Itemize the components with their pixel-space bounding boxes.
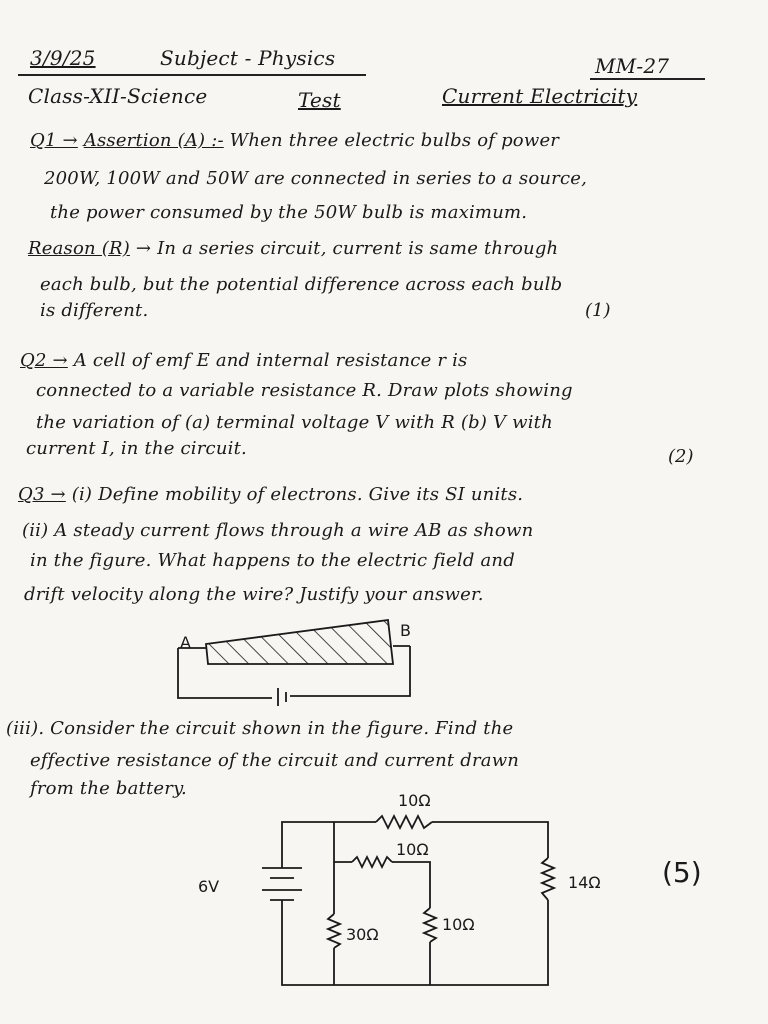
- q1-reason-line3: is different.: [40, 300, 149, 321]
- q1-line3: the power consumed by the 50W bulb is maximum.: [50, 202, 528, 223]
- class-label: Class-XII-Science: [28, 84, 208, 108]
- q3-number: Q3 →: [18, 484, 66, 505]
- topic-title: Current Electricity: [442, 84, 638, 108]
- q3-part2-line2: in the figure. What happens to the electric field and: [30, 550, 515, 571]
- q3-part3-line3: from the battery.: [30, 778, 187, 799]
- label-r-middle: 10Ω: [442, 915, 475, 934]
- q2-line4: current I, in the circuit.: [26, 438, 247, 459]
- wire-inner-right: [392, 862, 430, 908]
- marks-code: MM-27: [595, 54, 670, 78]
- q2-line1: Q2 → A cell of emf E and internal resistance r is: [20, 350, 468, 371]
- tapered-wire: [206, 620, 393, 664]
- q3-part2-line3: drift velocity along the wire? Justify your answer.: [24, 584, 484, 605]
- q3-part3-line1: (iii). Consider the circuit shown in the figure. Find the: [6, 718, 514, 739]
- q1-reason-line1: Reason (R) → In a series circuit, current is same through: [28, 238, 559, 259]
- subject: Subject - Physics: [160, 46, 336, 70]
- q1-line2: 200W, 100W and 50W are connected in series to a source,: [44, 168, 588, 189]
- label-battery: 6V: [198, 877, 220, 896]
- q3-marks: (5): [662, 856, 702, 889]
- wire-top-right: [432, 822, 548, 858]
- label-a: A: [180, 633, 191, 652]
- q3-part3-line2: effective resistance of the circuit and current drawn: [30, 750, 520, 771]
- label-b: B: [400, 621, 411, 640]
- test-label: Test: [298, 88, 341, 112]
- wire-top-left: [282, 822, 376, 860]
- q3-part1: Q3 → (i) Define mobility of electrons. Give its SI units.: [18, 484, 524, 505]
- resistor-circuit: [198, 791, 601, 985]
- label-r-left: 30Ω: [346, 925, 379, 944]
- resistor-left: [328, 914, 340, 948]
- wire-bottom: [282, 900, 548, 985]
- q1-assertion-label: Assertion (A) :-: [83, 130, 224, 151]
- q1-marks: (1): [585, 300, 611, 321]
- q2-number: Q2 →: [20, 350, 68, 371]
- resistor-top: [376, 816, 432, 828]
- resistor-inner: [352, 857, 392, 867]
- q2-line2: connected to a variable resistance R. Draw plots showing: [36, 380, 573, 401]
- label-r-top: 10Ω: [398, 791, 431, 810]
- q2-line3: the variation of (a) terminal voltage V with R (b) V with: [36, 412, 553, 433]
- wire-ab-figure: [178, 620, 411, 706]
- q1-reason-line2: each bulb, but the potential difference across each bulb: [40, 274, 563, 295]
- q1-number: Q1 →: [30, 130, 78, 151]
- q1-line1: Q1 → Assertion (A) :- When three electric bulbs of power: [30, 130, 560, 151]
- q1-reason-label: Reason (R): [28, 238, 130, 259]
- label-r-inner: 10Ω: [396, 840, 429, 859]
- label-r-right: 14Ω: [568, 873, 601, 892]
- q3-part2-line1: (ii) A steady current flows through a wire AB as shown: [22, 520, 534, 541]
- resistor-middle: [424, 908, 436, 942]
- q2-marks: (2): [668, 446, 694, 467]
- resistor-right: [542, 858, 554, 900]
- wire-inner-left: [334, 822, 352, 862]
- date: 3/9/25: [30, 46, 96, 70]
